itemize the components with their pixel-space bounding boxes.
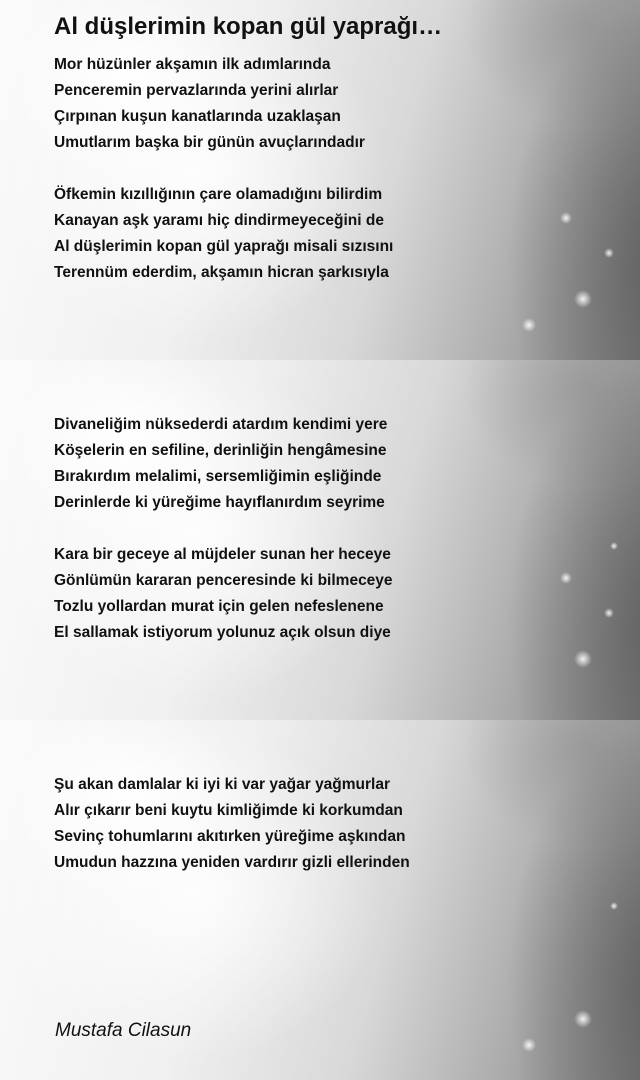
poem-line: Mor hüzünler akşamın ilk adımlarında [54, 56, 331, 73]
poem-line: Şu akan damlalar ki iyi ki var yağar yağmurlar [54, 776, 391, 793]
poem-panel-2 [0, 360, 640, 720]
bokeh-sparkle [610, 902, 618, 910]
poem-line: Alır çıkarır beni kuytu kimliğimde ki korkumdan [54, 802, 403, 819]
poem-panel-1 [0, 0, 640, 360]
poem-line: Çırpınan kuşun kanatlarında uzaklaşan [54, 108, 341, 125]
stanza-1 [54, 52, 365, 156]
stanza-2 [54, 182, 393, 286]
poem-panel-3 [0, 720, 640, 1080]
bokeh-sparkle [610, 542, 618, 550]
poem-title: Al düşlerimin kopan gül yaprağı… [54, 13, 443, 40]
poem-line: Tozlu yollardan murat için gelen nefeslenene [54, 598, 384, 615]
poem-line: Kanayan aşk yaramı hiç dindirmeyeceğini de [54, 212, 384, 229]
poem-line: Kara bir geceye al müjdeler sunan her heceye [54, 546, 391, 563]
poem-line: Terennüm ederdim, akşamın hicran şarkısıyla [54, 264, 389, 281]
bokeh-sparkle [522, 318, 536, 332]
stanza-3 [54, 412, 387, 516]
stanza-4 [54, 542, 393, 646]
poem-line: Bırakırdım melalimi, sersemliğimin eşliğinde [54, 468, 382, 485]
poem-line: Umutlarım başka bir günün avuçlarındadır [54, 134, 365, 151]
bokeh-sparkle [574, 1010, 592, 1028]
bokeh-sparkle [574, 650, 592, 668]
bokeh-sparkle [560, 212, 572, 224]
bokeh-sparkle [574, 290, 592, 308]
poem-line: Umudun hazzına yeniden vardırır gizli ellerinden [54, 854, 410, 871]
bokeh-sparkle [604, 608, 614, 618]
bokeh-sparkle [604, 248, 614, 258]
stanza-5 [54, 772, 410, 876]
poem-line: Al düşlerimin kopan gül yaprağı misali sızısını [54, 238, 394, 255]
poem-line: Penceremin pervazlarında yerini alırlar [54, 82, 339, 99]
poem-line: Gönlümün kararan penceresinde ki bilmeceye [54, 572, 393, 589]
poem-line: Sevinç tohumlarını akıtırken yüreğime aşkından [54, 828, 406, 845]
poem-line: Köşelerin en sefiline, derinliğin hengâmesine [54, 442, 387, 459]
poem-line: El sallamak istiyorum yolunuz açık olsun diye [54, 624, 391, 641]
poem-line: Divaneliğim nüksederdi atardım kendimi yere [54, 416, 388, 433]
poem-line: Derinlerde ki yüreğime hayıflanırdım seyrime [54, 494, 385, 511]
bokeh-sparkle [560, 572, 572, 584]
author-signature: Mustafa Cilasun [55, 1020, 192, 1041]
poem-line: Öfkemin kızıllığının çare olamadığını bilirdim [54, 186, 383, 203]
bokeh-sparkle [522, 1038, 536, 1052]
